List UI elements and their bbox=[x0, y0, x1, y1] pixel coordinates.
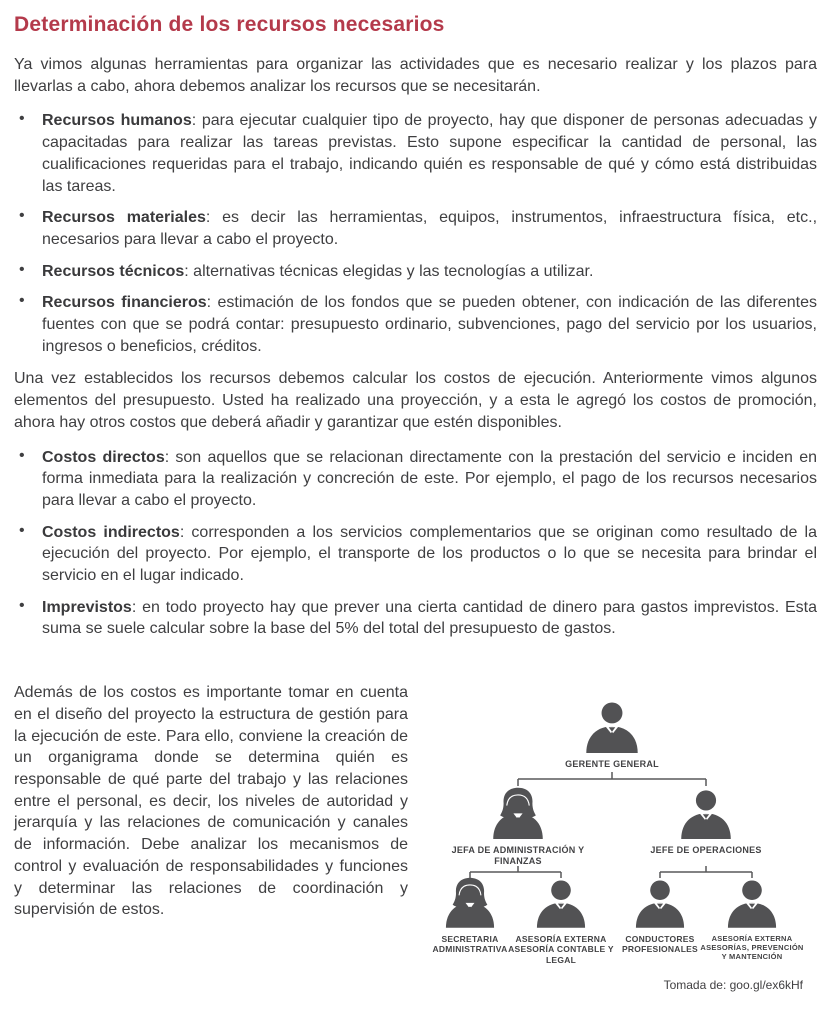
org-chart bbox=[418, 682, 817, 1012]
costs-paragraph: Una vez establecidos los recursos debemos calcular los costos de ejecución. Anteriormente vimos algunos elementos del presupuesto. Usted ha realizado una proyección, y a esta le agregó los costos de promoción, ahora hay otros costos que deberá añadir y garantizar que estén disponibles. bbox=[14, 370, 817, 431]
costs-list bbox=[14, 447, 817, 641]
person-male-icon bbox=[582, 698, 642, 753]
bullet-term: Recursos financieros bbox=[42, 294, 207, 312]
intro-paragraph: Ya vimos algunas herramientas para organizar las actividades que es necesario realizar y los plazos para llevarlas a cabo, ahora debemos analizar los recursos que se necesitarán. bbox=[14, 56, 817, 95]
list-item bbox=[14, 261, 817, 283]
bullet-icon: • bbox=[19, 596, 25, 614]
bullet-text: : corresponden a los servicios complementarios que se originan como resultado de la ejecución del proyecto. Por ejemplo, el transporte de los productos o lo que se necesita para brindar el servicio en el lugar indicado. bbox=[42, 523, 818, 585]
bullet-icon: • bbox=[19, 446, 25, 464]
list-item bbox=[14, 597, 817, 640]
structure-paragraph: Además de los costos es importante tomar en cuenta en el diseño del proyecto la estructura de gestión para la ejecución de este. Para ello, conviene la creación de un organigrama donde se determina quién es responsable de qué parte del trabajo y las relaciones entre el personal, es decir, los niveles de autoridad y jerarquía y las relaciones de comunicación y canales de información. Debe analizar los mecanismos de control y evaluación de responsabilidades y funciones y determinar las relaciones de coordinación y supervisión de estos. bbox=[14, 684, 408, 919]
org-node-label: ASESORÍA EXTERNA ASESORÍAS, PREVENCIÓN Y MANTENCIÓN bbox=[700, 934, 804, 962]
bullet-term: Imprevistos bbox=[42, 598, 132, 616]
bullet-text: : son aquellos que se relacionan directamente con la prestación del servicio e inciden en forma inmediata para la realización y concreción de este. Por ejemplo, el pago de los recursos necesarios para llevar a cabo el proyecto. bbox=[42, 448, 817, 509]
bullet-icon: • bbox=[19, 521, 25, 539]
bullet-term: Recursos humanos bbox=[42, 112, 192, 130]
list-item bbox=[14, 207, 817, 250]
list-item bbox=[14, 522, 817, 587]
person-female-icon bbox=[489, 786, 547, 839]
person-female-icon bbox=[442, 876, 498, 928]
person-male-icon bbox=[632, 876, 688, 928]
org-node-jefe-operaciones bbox=[636, 786, 776, 856]
list-item bbox=[14, 292, 817, 357]
person-male-icon bbox=[724, 876, 780, 928]
org-node-label: SECRETARIA ADMINISTRATIVA bbox=[432, 934, 508, 955]
bullet-term: Costos indirectos bbox=[42, 523, 180, 541]
list-item bbox=[14, 447, 817, 512]
bullet-term: Costos directos bbox=[42, 448, 165, 466]
bullet-text: : es decir las herramientas, equipos, instrumentos, infraestructura física, etc., necesarios para llevar a cabo el proyecto. bbox=[42, 209, 818, 248]
org-node-label: JEFA DE ADMINISTRACIÓN Y FINANZAS bbox=[451, 845, 585, 866]
bullet-text: : estimación de los fondos que se pueden obtener, con indicación de las diferentes fuentes con que se podrá contar: presupuesto ordinario, subvenciones, pago del servicio por los usuarios, ingresos o beneficios, créditos. bbox=[42, 294, 817, 355]
bottom-columns bbox=[14, 682, 817, 1012]
org-node-label: ASESORÍA EXTERNA ASESORÍA CONTABLE Y LEGAL bbox=[508, 934, 614, 965]
org-node-conductores-profesionales bbox=[617, 876, 703, 954]
org-node-asesoria-contable-legal bbox=[508, 876, 614, 965]
image-source-caption: Tomada de: goo.gl/ex6kHf bbox=[663, 978, 803, 993]
bullet-icon: • bbox=[19, 110, 25, 128]
bullet-text: : para ejecutar cualquier tipo de proyecto, hay que disponer de personas adecuadas y capacitadas para realizar las tareas previstas. Esto supone especificar la cantidad de personal, las cualificaciones requeridas para el trabajo, indicando quién es responsable de qué y cómo está distribuidas las tareas. bbox=[42, 112, 817, 195]
page-title: Determinación de los recursos necesarios bbox=[14, 13, 445, 36]
org-node-gerente-general bbox=[532, 698, 692, 770]
org-node-label: CONDUCTORES PROFESIONALES bbox=[622, 934, 698, 955]
person-male-icon bbox=[677, 786, 735, 839]
org-node-label: JEFE DE OPERACIONES bbox=[650, 845, 762, 856]
bullet-text: : alternativas técnicas elegidas y las tecnologías a utilizar. bbox=[184, 262, 594, 280]
org-node-asesoria-prevencion-mantencion bbox=[697, 876, 807, 961]
org-node-label: GERENTE GENERAL bbox=[565, 759, 659, 770]
bullet-icon: • bbox=[19, 292, 25, 310]
list-item bbox=[14, 110, 817, 197]
org-node-secretaria-administrativa bbox=[425, 876, 515, 954]
bullet-icon: • bbox=[19, 260, 25, 278]
resources-list bbox=[14, 110, 817, 357]
bullet-icon: • bbox=[19, 207, 25, 225]
org-node-jefa-administracion-finanzas bbox=[451, 786, 585, 867]
bullet-term: Recursos materiales bbox=[42, 209, 206, 227]
bullet-term: Recursos técnicos bbox=[42, 262, 185, 280]
person-male-icon bbox=[533, 876, 589, 928]
bullet-text: : en todo proyecto hay que prever una cierta cantidad de dinero para gastos imprevistos. Esta suma se suele calcular sobre la base del 5% del total del presupuesto de gastos. bbox=[42, 598, 817, 638]
